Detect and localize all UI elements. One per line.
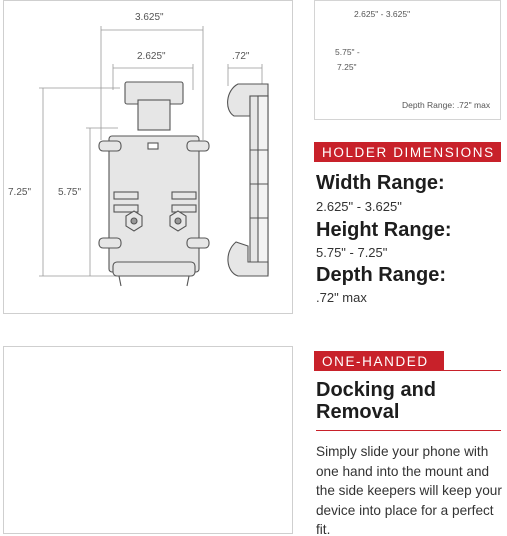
- docking-title: [316, 379, 436, 423]
- one-handed-illustration-panel: [3, 346, 293, 534]
- docking-divider: [316, 430, 501, 431]
- max-height-label: 7.25": [8, 187, 32, 198]
- docking-title-line2: Removal: [316, 401, 400, 423]
- depth-range-caption: Depth Range: .72" max: [402, 100, 491, 110]
- one-handed-badge-rule: [444, 370, 501, 371]
- phone-width-range-label: 2.625" - 3.625": [354, 9, 411, 19]
- height-range-value: 5.75" - 7.25": [316, 245, 388, 260]
- overall-width-label: 3.625": [135, 12, 164, 23]
- phone-height-top-label: 5.75" -: [335, 47, 360, 57]
- holder-front-view: [99, 82, 209, 286]
- min-width-label: 2.625": [137, 51, 166, 62]
- height-range-heading: Height Range:: [316, 219, 452, 241]
- holder-dimensions-badge: HOLDER DIMENSIONS: [314, 142, 501, 162]
- width-range-heading: Width Range:: [316, 172, 445, 194]
- docking-title-line1: Docking and: [316, 379, 437, 401]
- width-range-value: 2.625" - 3.625": [316, 199, 402, 214]
- depth-label: .72": [232, 51, 250, 62]
- docking-description: Simply slide your phone with one hand into the mount and the side keepers will keep your device into place for a perfect fit.: [316, 444, 502, 536]
- depth-range-heading: Depth Range:: [316, 264, 446, 286]
- phone-height-bottom-label: 7.25": [337, 62, 357, 72]
- holder-side-view: [228, 84, 268, 276]
- depth-range-value: .72" max: [316, 290, 367, 305]
- min-height-label: 5.75": [58, 187, 82, 198]
- one-handed-badge: ONE-HANDED: [314, 351, 444, 371]
